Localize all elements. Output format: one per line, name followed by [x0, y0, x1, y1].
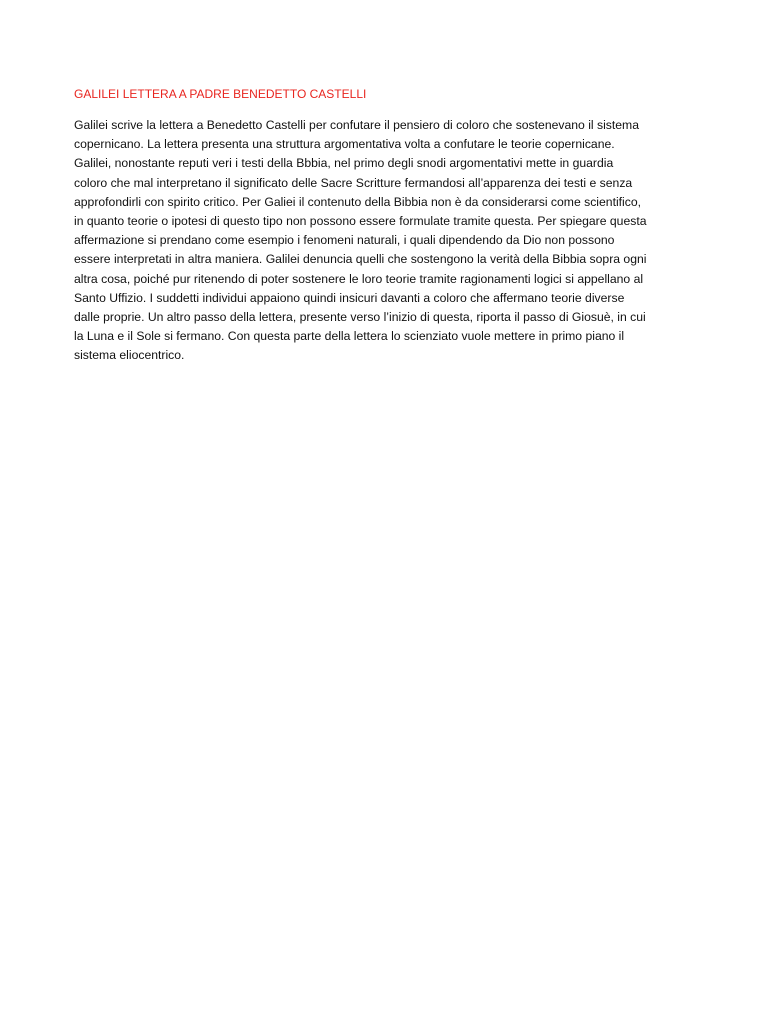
body-line: copernicano. La lettera presenta una struttura argomentativa volta a confutare le teorie copernicane.: [74, 137, 615, 152]
body-line: affermazione si prendano come esempio i fenomeni naturali, i quali dipendendo da Dio non possono: [74, 233, 615, 248]
body-line: Galilei, nonostante reputi veri i testi della Bbbia, nel primo degli snodi argomentativi mette in guardia: [74, 156, 614, 171]
body-line: la Luna e il Sole si fermano. Con questa parte della lettera lo scienziato vuole mettere in primo piano il: [74, 329, 625, 344]
body-line: sistema eliocentrico.: [74, 348, 185, 363]
body-line: Galilei scrive la lettera a Benedetto Castelli per confutare il pensiero di coloro che sostenevano il sistema: [74, 118, 639, 132]
body-line: essere interpretati in altra maniera. Galilei denuncia quelli che sostengono la verità della Bibbia sopra ogni: [74, 252, 647, 267]
document-title: GALILEI LETTERA A PADRE BENEDETTO CASTELLI: [74, 87, 367, 101]
body-line: in quanto teorie o ipotesi di questo tipo non possono essere formulate tramite questa. Per spiegare questa: [74, 214, 647, 229]
body-line: dalle proprie. Un altro passo della lettera, presente verso l’inizio di questa, riporta il passo di Giosuè, in cui: [74, 310, 646, 325]
body-line: Santo Uffizio. I suddetti individui appaiono quindi insicuri davanti a coloro che affermano teorie diverse: [74, 290, 625, 305]
body-line: coloro che mal interpretano il significato delle Sacre Scritture fermandosi all’apparenza dei testi e senza: [74, 175, 633, 190]
document-body: [74, 116, 704, 366]
body-line: altra cosa, poiché pur ritenendo di poter sostenere le loro teorie tramite ragionamenti logici si appellano al: [74, 271, 644, 286]
body-line: approfondirli con spirito critico. Per Galiei il contenuto della Bibbia non è da considerarsi come scientifico,: [74, 194, 642, 209]
